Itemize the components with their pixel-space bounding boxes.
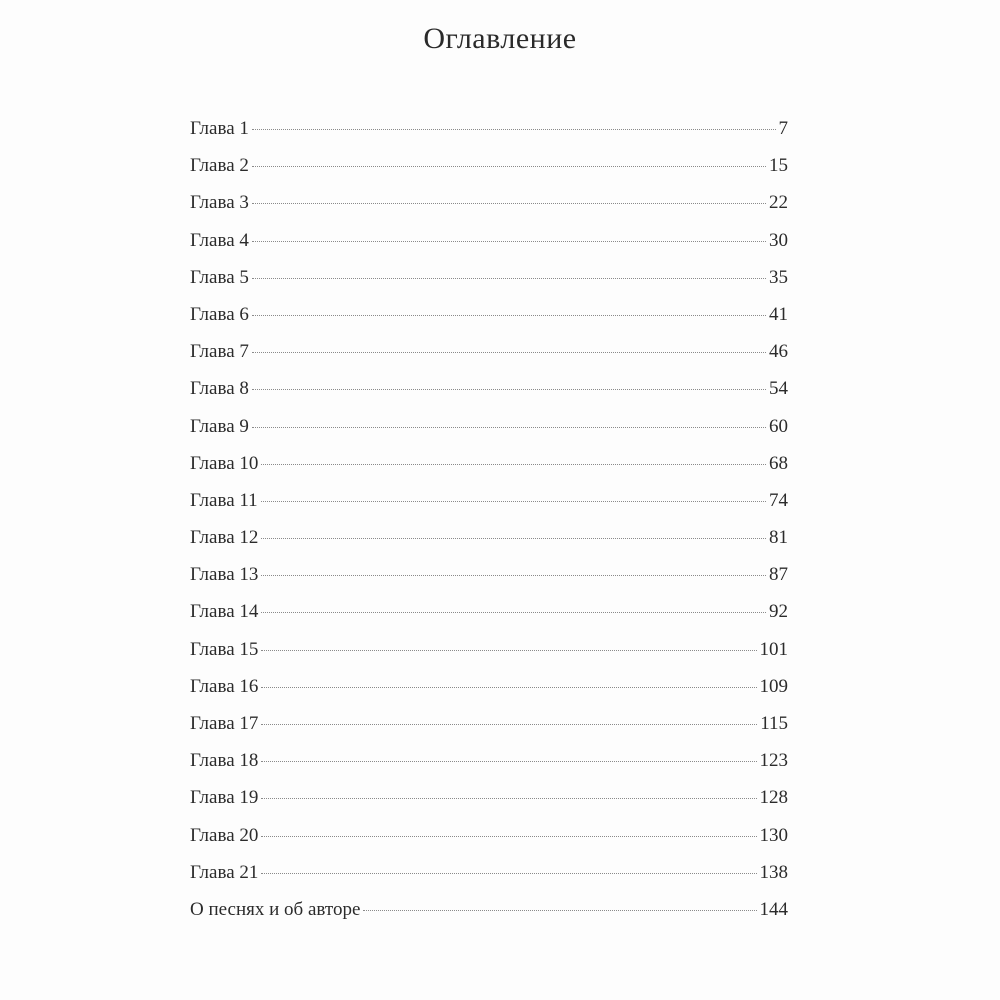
dot-leader: [261, 873, 756, 874]
toc-entry-label: Глава 9: [190, 415, 249, 437]
toc-entry: [190, 787, 788, 824]
toc-entry: [190, 713, 788, 750]
dot-leader: [363, 910, 756, 911]
toc-entry-page-number: 74: [769, 489, 788, 511]
toc-entry: [190, 601, 788, 638]
toc-entry-label: Глава 7: [190, 341, 249, 363]
dot-leader: [261, 575, 766, 576]
toc-entry: [190, 862, 788, 899]
page-title: Оглавление: [423, 22, 577, 55]
toc-entry-page-number: 115: [760, 713, 788, 734]
dot-leader: [261, 464, 766, 465]
toc-entry: [190, 825, 788, 862]
toc-entry-page-number: 109: [759, 675, 788, 697]
toc-entry-page-number: 22: [769, 192, 788, 214]
toc-entry: [190, 155, 788, 192]
dot-leader: [261, 724, 757, 725]
dot-leader: [261, 501, 766, 502]
dot-leader: [261, 798, 756, 799]
dot-leader: [252, 278, 766, 279]
toc-entry: [190, 267, 788, 304]
dot-leader: [261, 612, 766, 613]
toc-entry: [190, 639, 788, 676]
dot-leader: [252, 203, 766, 204]
toc-entry: [190, 564, 788, 601]
toc-entry-label: О песнях и об авторе: [190, 898, 361, 920]
toc-entry-label: Глава 14: [190, 601, 259, 623]
toc-entry-label: Глава 21: [190, 861, 259, 883]
toc-entry-label: Глава 15: [190, 638, 259, 660]
toc-entry: [190, 453, 788, 490]
toc-entry-page-number: 35: [769, 266, 788, 288]
toc-entry-label: Глава 16: [190, 675, 259, 697]
toc-entry-page-number: 92: [769, 601, 788, 623]
dot-leader: [261, 650, 756, 651]
dot-leader: [252, 389, 766, 390]
toc-entry-page-number: 54: [769, 378, 788, 400]
dot-leader: [261, 687, 756, 688]
toc-entry-page-number: 15: [769, 155, 788, 177]
toc-entry: [190, 192, 788, 229]
dot-leader: [252, 315, 766, 316]
dot-leader: [252, 427, 766, 428]
toc-entry-page-number: 101: [759, 638, 788, 660]
toc-entry: [190, 341, 788, 378]
dot-leader: [252, 166, 766, 167]
toc-entry-label: Глава 18: [190, 750, 259, 772]
toc-entry: [190, 899, 788, 936]
toc-entry-page-number: 41: [769, 303, 788, 325]
toc-entry-label: Глава 20: [190, 824, 259, 846]
toc-entry-label: Глава 13: [190, 564, 259, 586]
toc-entry-label: Глава 11: [190, 489, 258, 511]
toc-entry-page-number: 7: [778, 118, 788, 139]
toc-entry-page-number: 60: [769, 415, 788, 437]
toc-entry: [190, 118, 788, 155]
toc-entry-label: Глава 4: [190, 229, 249, 251]
toc-entry-label: Глава 8: [190, 378, 249, 400]
toc-entry-page-number: 144: [759, 898, 788, 920]
dot-leader: [261, 761, 756, 762]
toc-entry-label: Глава 19: [190, 787, 259, 809]
toc-entry-page-number: 68: [769, 452, 788, 474]
toc-entry-label: Глава 17: [190, 713, 259, 734]
toc-entry: [190, 490, 788, 527]
dot-leader: [252, 352, 766, 353]
toc-entry-page-number: 46: [769, 341, 788, 363]
table-of-contents: [190, 118, 788, 936]
dot-leader: [252, 241, 766, 242]
toc-entry: [190, 527, 788, 564]
toc-entry-label: Глава 10: [190, 452, 259, 474]
toc-entry: [190, 378, 788, 415]
toc-entry-page-number: 30: [769, 229, 788, 251]
toc-entry-page-number: 128: [759, 787, 788, 809]
toc-entry-page-number: 123: [759, 750, 788, 772]
dot-leader: [261, 836, 756, 837]
toc-entry-label: Глава 2: [190, 155, 249, 177]
toc-entry: [190, 304, 788, 341]
toc-entry-label: Глава 1: [190, 118, 249, 139]
toc-entry-label: Глава 6: [190, 303, 249, 325]
toc-entry: [190, 416, 788, 453]
dot-leader: [252, 129, 776, 130]
toc-entry-label: Глава 5: [190, 266, 249, 288]
toc-entry-label: Глава 12: [190, 527, 259, 549]
toc-entry-page-number: 130: [759, 824, 788, 846]
toc-entry: [190, 230, 788, 267]
toc-entry-page-number: 87: [769, 564, 788, 586]
toc-entry-label: Глава 3: [190, 192, 249, 214]
toc-entry: [190, 750, 788, 787]
toc-entry-page-number: 81: [769, 527, 788, 549]
toc-entry: [190, 676, 788, 713]
toc-entry-page-number: 138: [759, 861, 788, 883]
dot-leader: [261, 538, 766, 539]
